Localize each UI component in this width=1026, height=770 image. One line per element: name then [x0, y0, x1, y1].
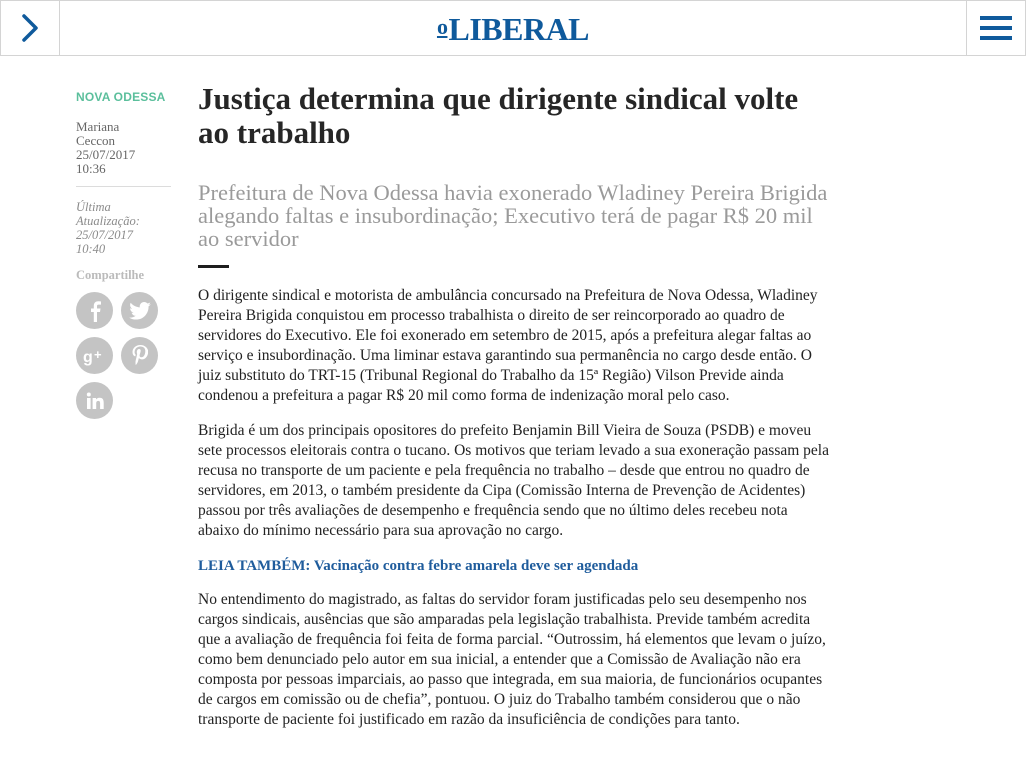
twitter-icon — [129, 302, 151, 320]
article — [198, 82, 830, 745]
share-buttons — [76, 292, 172, 419]
logo-text: LIBERAL — [448, 11, 590, 47]
article-title: Justiça determina que dirigente sindical volte ao trabalho — [198, 81, 799, 150]
update-time: 10:40 — [76, 242, 106, 256]
facebook-icon — [88, 300, 102, 322]
svg-text:g: g — [82, 348, 93, 366]
share-label: Compartilhe — [76, 268, 145, 282]
top-bar — [0, 0, 1026, 56]
share-facebook-button[interactable] — [76, 292, 113, 329]
update-label: Atualização: — [76, 214, 140, 228]
leia-tambem-link[interactable]: LEIA TAMBÉM: Vacinação contra febre amarela deve ser agendada — [198, 558, 639, 574]
divider — [76, 186, 171, 187]
article-paragraph: No entendimento do magistrado, as faltas do servidor foram justificadas pelo seu desempenho nos cargos sindicais, ausências que são amparadas pela legislação trabalhista. Previde também acredita que a avaliação de frequência foi feita de forma parcial. “Outrossim, há elementos que levam o juízo, como bem denunciado pelo autor em sua inicial, a entender que a Comissão de Avaliação não era composta por pessoas imparciais, ao passo que integrada, em sua maioria, de funcionários ocupantes de cargos em comissão ou de chefia”, pontuou. O juiz do Trabalho também considerou que o não transporte de paciente foi justificado em razão da insuficiência de condições para tanto. — [198, 591, 826, 728]
main-content — [0, 56, 1026, 770]
svg-text:+: + — [93, 346, 102, 362]
menu-button[interactable] — [966, 1, 1025, 55]
share-googleplus-button[interactable] — [76, 337, 113, 374]
author-line: Mariana — [76, 119, 120, 134]
article-subtitle: Prefeitura de Nova Odessa havia exonerado Wladiney Pereira Brigida alegando faltas e insubordinação; Executivo terá de pagar R$ 20 mil ao servidor — [198, 180, 828, 251]
hamburger-menu-icon — [980, 14, 1012, 42]
publish-date: 25/07/2017 — [76, 147, 136, 162]
site-logo[interactable] — [1, 11, 1025, 48]
article-sidebar — [76, 90, 172, 419]
author-name — [76, 120, 172, 148]
update-label: Última — [76, 200, 111, 214]
publish-time: 10:36 — [76, 161, 106, 176]
share-linkedin-button[interactable] — [76, 382, 113, 419]
pinterest-icon — [132, 345, 148, 367]
article-paragraph: Brigida é um dos principais opositores do prefeito Benjamin Bill Vieira de Souza (PSDB) e moveu sete processos eleitorais contra o tucano. Os motivos que teriam levado a sua exoneração passam pela recusa no transporte de um paciente e pela frequência no trabalho – desde que entrou no quadro de servidores, em 2013, o também presidente da Cipa (Comissão Interna de Prevenção de Acidentes) passou por três avaliações de desempenho e frequência sendo que no último deles recebeu nota abaixo do mínimo necessário para sua aprovação no cargo. — [198, 422, 829, 539]
author-line: Ceccon — [76, 133, 115, 148]
linkedin-icon — [86, 392, 104, 410]
logo-prefix: o — [436, 14, 448, 39]
share-twitter-button[interactable] — [121, 292, 158, 329]
google-plus-icon — [82, 346, 108, 366]
article-paragraph: O dirigente sindical e motorista de ambulância concursado na Prefeitura de Nova Odessa, Wladiney Pereira Brigida conquistou em processo trabalhista o direito de ser reincorporado ao quadro de servidores do Executivo. Ele foi exonerado em setembro de 2015, após a prefeitura alegar faltas ao serviço e insubordinação. Uma liminar estava garantindo sua permanência no cargo desde então. O juiz substituto do TRT-15 (Tribunal Regional do Trabalho da 15ª Região) Vilson Previde ainda condenou a prefeitura a pagar R$ 20 mil como forma de indenização moral pelo caso. — [198, 287, 818, 404]
update-date: 25/07/2017 — [76, 228, 133, 242]
section-link[interactable]: NOVA ODESSA — [76, 90, 166, 104]
title-rule — [198, 265, 229, 268]
share-pinterest-button[interactable] — [121, 337, 158, 374]
